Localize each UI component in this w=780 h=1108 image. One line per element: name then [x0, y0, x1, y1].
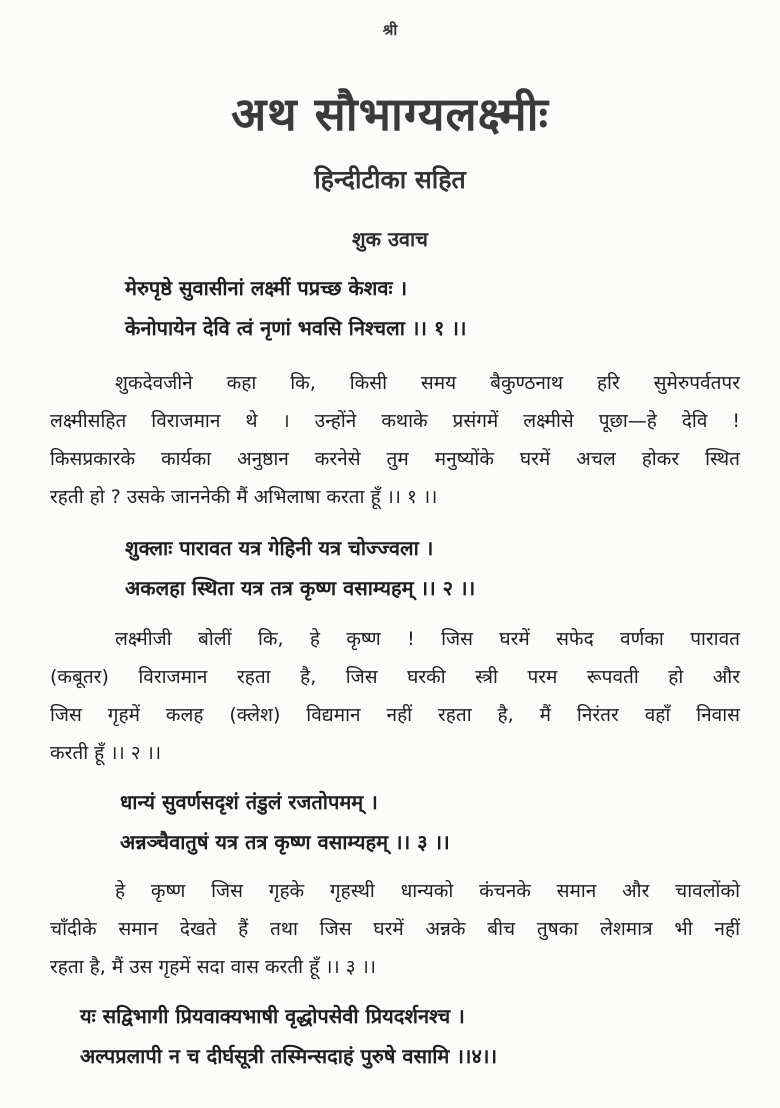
verse-line: मेरुपृष्ठे सुवासीनां लक्ष्मीं पप्रच्छ केशवः । [125, 276, 408, 300]
verse-4 [80, 996, 497, 1076]
page-subtitle: हिन्दीटीका सहित [314, 165, 466, 194]
verse-2 [125, 528, 475, 608]
verse-line: धान्यं सुवर्णसदृशं तंडुलं रजतोपमम् । [120, 790, 378, 814]
verse-line: यः सद्विभागी प्रियवाक्यभाषी वृद्धोपसेवी प्रियदर्शनश्च । [80, 1004, 465, 1028]
verse-line: अन्नञ्चैवातुषं यत्र तत्र कृष्ण वसाम्यहम् ।। ३ ।। [120, 830, 450, 854]
commentary-3 [50, 872, 740, 986]
verse-1 [125, 268, 466, 348]
page-title: अथ सौभाग्यलक्ष्मीः [231, 87, 549, 141]
verse-line: अकलहा स्थिता यत्र तत्र कृष्ण वसाम्यहम् ।। २ ।। [125, 576, 476, 600]
commentary-line: हे कृष्ण जिस गृहके गृहस्थी धान्यको कंचनके समान और चावलोंको [115, 880, 740, 902]
commentary-line: जिस गृहमें कलह (क्लेश) विद्यमान नहीं रहता है, मैं निरंतर वहाँ निवास [50, 704, 740, 726]
commentary-2 [50, 620, 740, 772]
commentary-line: (कबूतर) विराजमान रहता है, जिस घरकी स्त्री परम रूपवती हो और [50, 666, 740, 688]
commentary-line: चाँदीके समान देखते हैं तथा जिस घरमें अन्नके बीच तुषका लेशमात्र भी नहीं [50, 918, 740, 940]
speaker-heading: शुक उवाच [352, 227, 428, 251]
commentary-line: रहती हो ? उसके जाननेकी मैं अभिलाषा करता हूँ ।। १ ।। [50, 486, 438, 508]
verse-line: शुक्लाः पारावत यत्र गेहिनी यत्र चोज्ज्वला । [125, 536, 434, 560]
commentary-1 [50, 364, 740, 516]
commentary-line: किसप्रकारके कार्यका अनुष्ठान करनेसे तुम मनुष्योंके घरमें अचल होकर स्थित [50, 448, 740, 470]
commentary-line: रहता है, मैं उस गृहमें सदा वास करती हूँ ।। ३ ।। [50, 956, 377, 978]
commentary-line: करती हूँ ।। २ ।। [50, 742, 162, 764]
invocation: श्री [382, 21, 398, 39]
verse-line: केनोपायेन देवि त्वं नृणां भवसि निश्चला ।। १ ।। [125, 316, 467, 340]
verse-line: अल्पप्रलापी न च दीर्घसूत्री तस्मिन्सदाहं पुरुषे वसामि ।।४।। [80, 1044, 498, 1068]
verse-3 [120, 782, 450, 862]
commentary-line: लक्ष्मीसहित विराजमान थे । उन्होंने कथाके प्रसंगमें लक्ष्मीसे पूछा—हे देवि ! [50, 410, 740, 432]
commentary-line: लक्ष्मीजी बोलीं कि, हे कृष्ण ! जिस घरमें सफेद वर्णका पारावत [115, 628, 740, 650]
commentary-line: शुकदेवजीने कहा कि, किसी समय बैकुण्ठनाथ हरि सुमेरुपर्वतपर [115, 372, 740, 394]
